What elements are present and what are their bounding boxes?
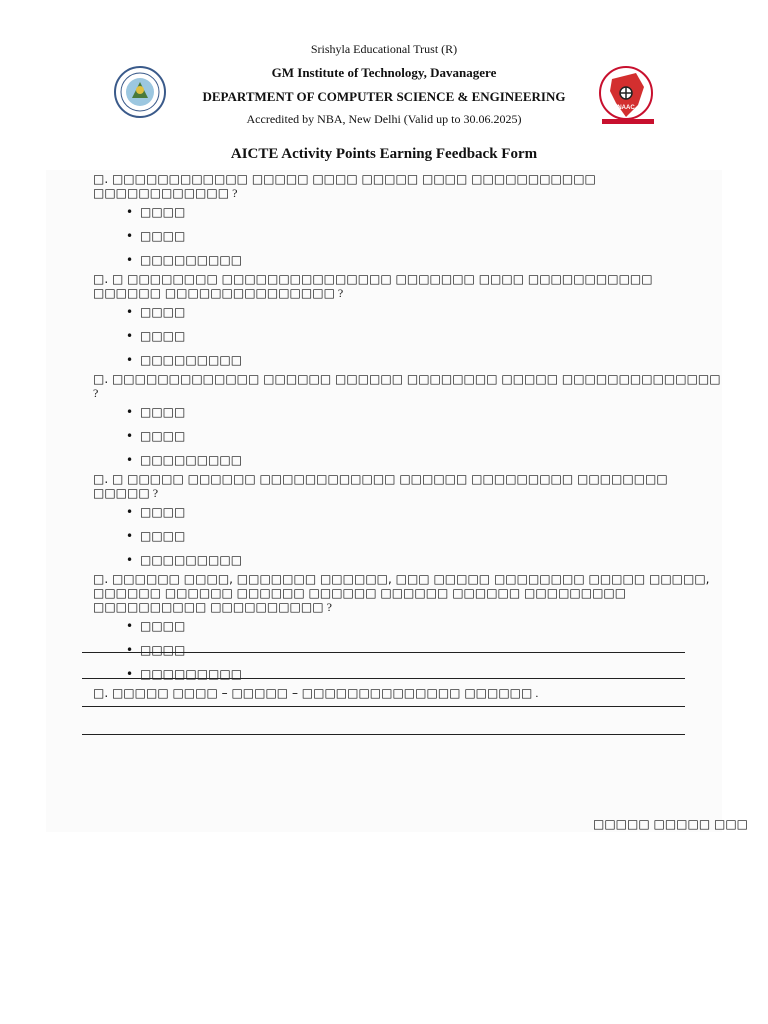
option-item[interactable]: • □□□□ xyxy=(140,424,723,448)
institute-name: GM Institute of Technology, Davanagere xyxy=(271,65,497,80)
question-3: □. □□□□□□□□□□□□□ □□□□□□ □□□□□□ □□□□□□□□ □□□□□ □□□□□□□□□□□□□□ ? • □□□□ • □□□□ • □□□□□□□□□ xyxy=(93,372,723,472)
question-6: □. □□□□□ □□□□ – □□□□□ – □□□□□□□□□□□□□□ □□□□□□ . xyxy=(93,686,539,700)
option-item[interactable]: • □□□□□□□□□ xyxy=(140,348,723,372)
signature-label: □□□□□ □□□□□ □□□ xyxy=(593,817,749,831)
option-item[interactable]: • □□□□ xyxy=(140,524,723,548)
question-2: □. □ □□□□□□□□ □□□□□□□□□□□□□□□ □□□□□□□ □□□□ □□□□□□□□□□□ □□□□□□ □□□□□□□□□□□□□□□ ? • □□□□ • □□□□ • □□□□□□□□□ xyxy=(93,272,723,372)
trust-name: Srishyla Educational Trust (R) xyxy=(310,42,458,56)
answer-line[interactable] xyxy=(82,678,685,679)
option-item[interactable]: • □□□□□□□□□ xyxy=(140,662,723,686)
svg-text:NAAC: NAAC xyxy=(617,105,635,111)
question-5: □. □□□□□□ □□□□, □□□□□□□ □□□□□□, □□□ □□□□□ □□□□□□□□ □□□□□ □□□□□, □□□□□□ □□□□□□ □□□□□□ □□□□□□ □□□□□□ □□□□□□ □□□□□□□□□ □□□□□□□□□□ □□□□□□□□□□ ? • □□□□ • □□□□ • □□□□□□□□□ xyxy=(93,572,723,686)
accreditation-note: Accredited by NBA, New Delhi (Valid up to 30.06.2025) xyxy=(246,112,522,126)
answer-line[interactable] xyxy=(82,706,685,707)
answer-line[interactable] xyxy=(82,652,685,653)
option-item[interactable]: • □□□□ xyxy=(140,200,723,224)
option-item[interactable]: • □□□□ xyxy=(140,500,723,524)
question-text: □. □□□□□□□□□□□□ □□□□□ □□□□ □□□□□ □□□□ □□□□□□□□□□□ □□□□□□□□□□□□ xyxy=(93,172,596,200)
option-item[interactable]: • □□□□□□□□□ xyxy=(140,548,723,572)
department-name: DEPARTMENT OF COMPUTER SCIENCE & ENGINEERING xyxy=(202,89,566,104)
questions-list xyxy=(93,172,723,700)
option-item[interactable]: • □□□□ xyxy=(140,300,723,324)
answer-line[interactable] xyxy=(82,734,685,735)
question-text: □. □ □□□□□□□□ □□□□□□□□□□□□□□□ □□□□□□□ □□□□ □□□□□□□□□□□ □□□□□□ □□□□□□□□□□□□□□□ xyxy=(93,272,653,300)
question-text: □. □□□□□□ □□□□, □□□□□□□ □□□□□□, □□□ □□□□□ □□□□□□□□ □□□□□ □□□□□, □□□□□□ □□□□□□ □□□□□□ □□□□□□ □□□□□□ □□□□□□ □□□□□□□□□ □□□□□□□□□□ □□□□□□□□□□ xyxy=(93,572,710,614)
form-title: AICTE Activity Points Earning Feedback Form xyxy=(230,146,538,162)
option-item[interactable]: • □□□□ xyxy=(140,638,723,662)
question-4: □. □ □□□□□ □□□□□□ □□□□□□□□□□□□ □□□□□□ □□□□□□□□□ □□□□□□□□ □□□□□ ? • □□□□ • □□□□ • □□□□□□□□□ xyxy=(93,472,723,572)
option-item[interactable]: • □□□□□□□□□ xyxy=(140,248,723,272)
option-item[interactable]: • □□□□ xyxy=(140,324,723,348)
question-text: □. □ □□□□□ □□□□□□ □□□□□□□□□□□□ □□□□□□ □□□□□□□□□ □□□□□□□□ □□□□□ xyxy=(93,472,668,500)
option-item[interactable]: • □□□□ xyxy=(140,400,723,424)
question-text: □. □□□□□□□□□□□□□ □□□□□□ □□□□□□ □□□□□□□□ □□□□□ □□□□□□□□□□□□□□ xyxy=(93,372,721,386)
option-item[interactable]: • □□□□ xyxy=(140,224,723,248)
option-item[interactable]: • □□□□□□□□□ xyxy=(140,448,723,472)
question-text: □. □□□□□ □□□□ – □□□□□ – □□□□□□□□□□□□□□ □□□□□□ xyxy=(93,686,533,700)
option-item[interactable]: • □□□□ xyxy=(140,614,723,638)
question-1: □. □□□□□□□□□□□□ □□□□□ □□□□ □□□□□ □□□□ □□□□□□□□□□□ □□□□□□□□□□□□ ? • □□□□ • □□□□ • □□□□□□□□□ xyxy=(93,172,723,272)
